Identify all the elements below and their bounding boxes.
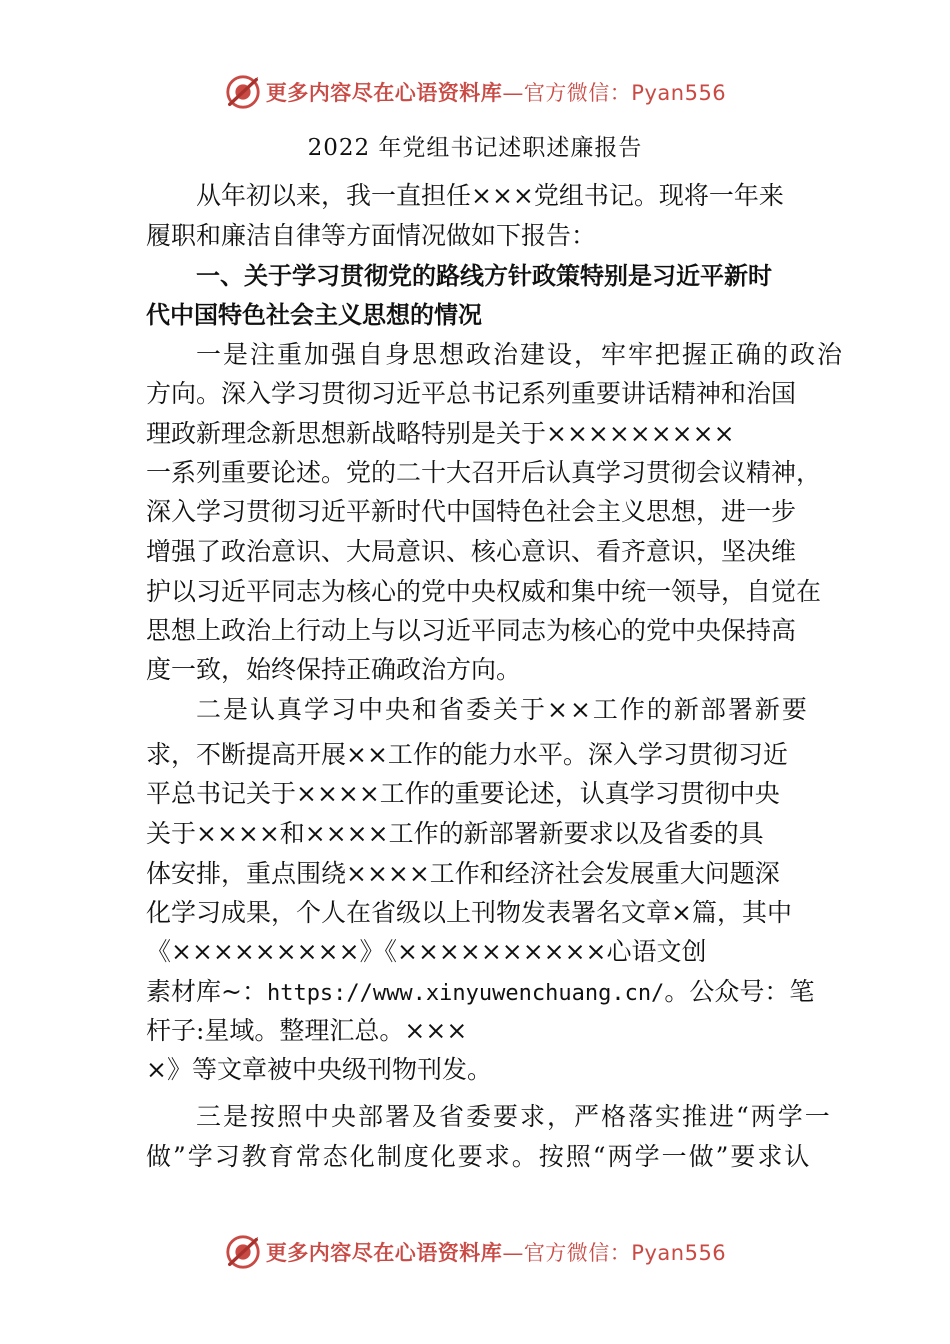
paragraph-line: 二是认真学习中央和省委关于××工作的新部署新要 xyxy=(196,695,809,724)
banner-text xyxy=(266,77,726,107)
line-text: 。公众号：笔 xyxy=(664,977,815,1006)
paragraph-line: 杆子:星域。整理汇总。××× xyxy=(146,1016,468,1045)
paragraph-line: 关于××××和××××工作的新部署新要求以及省委的具 xyxy=(146,819,764,848)
paragraph-line: 方向。深入学习贯彻习近平总书记系列重要讲话精神和治国 xyxy=(146,379,797,408)
section-heading-line: 一、关于学习贯彻党的路线方针政策特别是习近平新时 xyxy=(196,262,772,290)
paragraph-line: 履职和廉洁自律等方面情况做如下报告： xyxy=(146,221,597,250)
brand-logo-icon xyxy=(224,73,262,111)
paragraph-line: 思想上政治上行动上与以习近平同志为核心的党中央保持高 xyxy=(146,616,797,645)
line-text: 素材库~： xyxy=(146,977,267,1006)
paragraph-line: 化学习成果，个人在省级以上刊物发表署名文章×篇，其中 xyxy=(146,898,792,927)
paragraph-line: 深入学习贯彻习近平新时代中国特色社会主义思想，进一步 xyxy=(146,497,797,526)
paragraph-line: 一系列重要论述。党的二十大召开后认真学习贯彻会议精神， xyxy=(146,458,822,487)
paragraph-line: 护以习近平同志为核心的党中央权威和集中统一领导，自觉在 xyxy=(146,577,822,606)
paragraph-line: 一是注重加强自身思想政治建设，牢牢把握正确的政治 xyxy=(196,340,845,369)
paragraph-line: 求，不断提高开展××工作的能力水平。深入学习贯彻习近 xyxy=(146,740,788,769)
paragraph-line: 从年初以来，我一直担任×××党组书记。现将一年来 xyxy=(196,181,784,210)
header-banner xyxy=(0,70,950,114)
paragraph-line: 度一致，始终保持正确政治方向。 xyxy=(146,655,522,684)
banner-prefix: 更多内容尽在心语资料库 xyxy=(265,1241,503,1265)
paragraph-line xyxy=(146,972,950,1012)
paragraph-line: 做”学习教育常态化制度化要求。按照“两学一做”要求认 xyxy=(146,1142,812,1171)
paragraph-line: 平总书记关于××××工作的重要论述，认真学习贯彻中央 xyxy=(146,779,780,808)
brand-logo-icon xyxy=(224,1233,262,1271)
website-link[interactable]: https://www.xinyuwenchuang.cn/ xyxy=(266,981,665,1006)
banner-prefix: 更多内容尽在心语资料库 xyxy=(265,81,503,105)
banner-suffix: —官方微信：Pyan556 xyxy=(502,81,727,105)
paragraph-line: 理政新理念新思想新战略特别是关于××××××××× xyxy=(146,419,735,448)
banner-text xyxy=(266,1237,726,1267)
paragraph-line: 体安排，重点围绕××××工作和经济社会发展重大问题深 xyxy=(146,859,780,888)
footer-banner xyxy=(0,1230,950,1274)
banner-suffix: —官方微信：Pyan556 xyxy=(502,1241,727,1265)
paragraph-line: 三是按照中央部署及省委要求，严格落实推进“两学一 xyxy=(196,1102,832,1131)
paragraph-line: 增强了政治意识、大局意识、核心意识、看齐意识，坚决维 xyxy=(146,537,797,566)
section-heading-line: 代中国特色社会主义思想的情况 xyxy=(146,301,482,329)
paragraph-line: ×》等文章被中央级刊物刊发。 xyxy=(146,1055,492,1084)
paragraph-line: 《×××××××××》《××××××××××心语文创 xyxy=(146,937,707,966)
document-title: 2022 年党组书记述职述廉报告 xyxy=(307,135,643,161)
